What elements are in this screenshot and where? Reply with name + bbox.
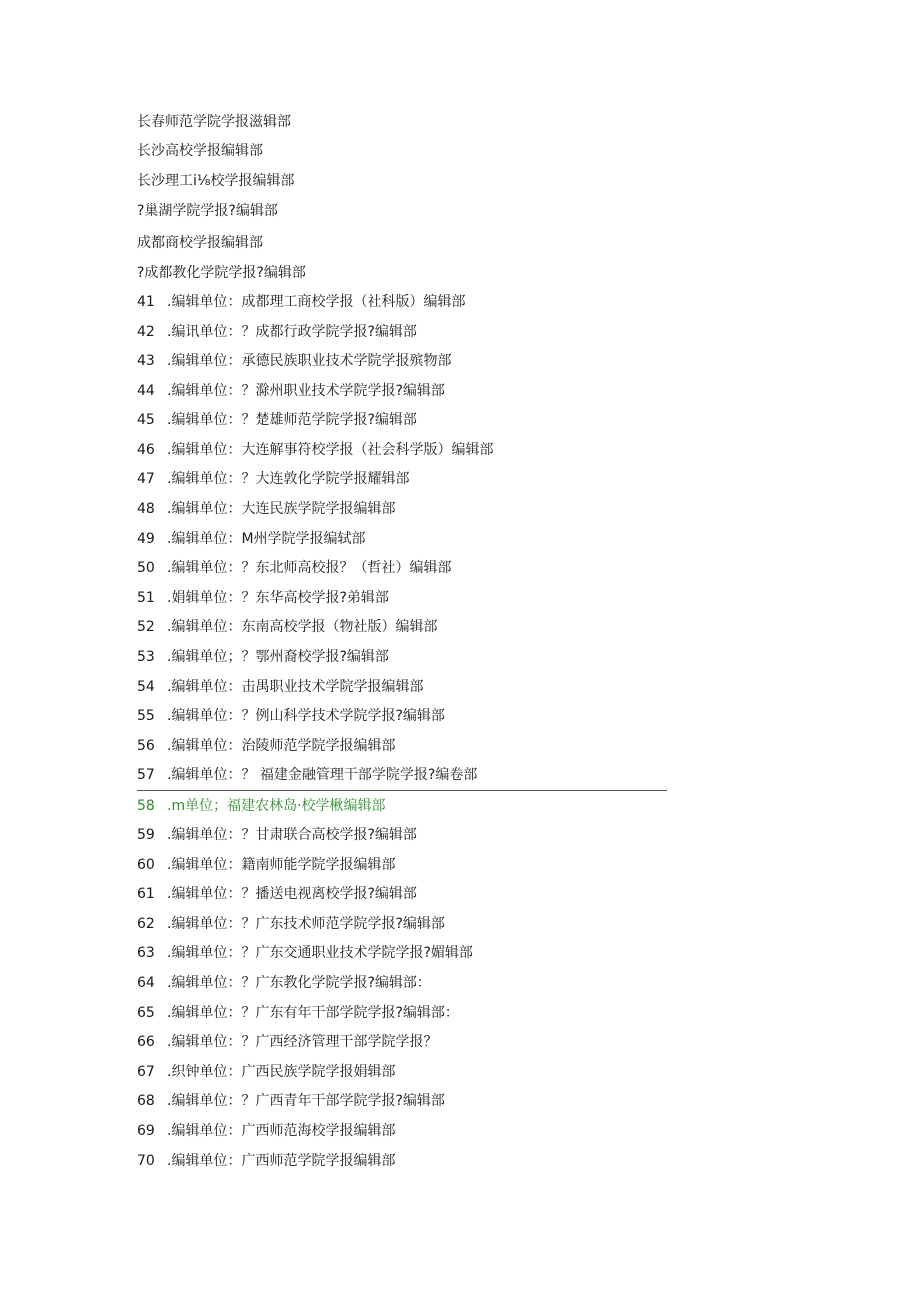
plain-line: 长春师范学院学报滋辑部 — [137, 114, 291, 130]
item-number: 59 — [137, 827, 155, 843]
item-text: .编辑单位：？广西青年干部学院学报?编辑部 — [167, 1093, 445, 1109]
item-text: .编辑单位：大连解事符校学报（社会科学版）编辑部 — [167, 442, 494, 458]
list-item — [137, 322, 417, 342]
list-item — [137, 1062, 395, 1082]
item-text: .编辑单位：承德民族职业技术学院学报殡物部 — [167, 353, 452, 369]
list-item — [137, 943, 473, 963]
plain-line: ?成都教化学院学报?编辑部 — [137, 265, 306, 281]
item-number: 55 — [137, 708, 155, 724]
item-text: .编辑单位：击禺职业技术学院学报编辑部 — [167, 679, 424, 695]
plain-line: 长沙高校学报编辑部 — [137, 143, 263, 159]
item-number: 52 — [137, 619, 155, 635]
list-item — [137, 884, 417, 904]
item-number: 64 — [137, 975, 155, 991]
item-number: 42 — [137, 324, 155, 340]
item-text: .编辑单位：？ 福建金融管理干部学院学报?编卷部 — [167, 767, 478, 783]
item-number: 50 — [137, 560, 155, 576]
list-item — [137, 736, 395, 756]
item-number: 48 — [137, 501, 155, 517]
item-number: 46 — [137, 442, 155, 458]
item-text: .编辑单位：？大连敦化学院学报耀辑部 — [167, 471, 410, 487]
item-number: 54 — [137, 679, 155, 695]
list-item — [137, 469, 409, 489]
item-text: .编辑单位：广西师范学院学报编辑部 — [167, 1153, 396, 1169]
item-text: .编辑单位；？鄂州裔校学报?编辑部 — [167, 649, 389, 665]
item-text: .编讯单位：？成都行政学院学报?编辑部 — [167, 324, 417, 340]
list-item — [137, 1151, 395, 1171]
list-item-highlighted — [137, 796, 386, 816]
plain-line: 长沙理工i⅛校学报编辑部 — [137, 173, 295, 189]
item-number: 45 — [137, 412, 155, 428]
item-number: 47 — [137, 471, 155, 487]
list-item — [137, 647, 389, 667]
item-text: .编辑单位：？楚雄师范学院学报?编辑部 — [167, 412, 417, 428]
list-item — [137, 558, 451, 578]
item-text: .m单位；福建农林岛·校学楸编辑部 — [167, 798, 386, 814]
item-number: 70 — [137, 1153, 155, 1169]
item-text: .编辑单位：东南高校学报（物社版）编辑部 — [167, 619, 438, 635]
list-item — [137, 706, 445, 726]
list-item — [137, 765, 477, 785]
item-text: .编辑单位：M州学院学报编轼部 — [167, 531, 366, 547]
item-number: 60 — [137, 857, 155, 873]
item-text: .编辑单位：？广东有年干部学院学报?编辑部： — [167, 1005, 459, 1021]
item-number: 51 — [137, 590, 155, 606]
item-text: .编辑单位：籍南师能学院学报编辑部 — [167, 857, 396, 873]
list-item — [137, 825, 417, 845]
list-item — [137, 677, 423, 697]
item-text: .编辑单位：？东北师高校报？（哲社）编辑部 — [167, 560, 452, 576]
list-item — [137, 588, 389, 608]
item-text: .编辑单位：？广东技术师范学院学报?编辑部 — [167, 916, 445, 932]
item-text: .娟辑单位：？东华高校学报?弟辑部 — [167, 590, 389, 606]
item-text: .编辑单位：广西师范海校学报编辑部 — [167, 1123, 396, 1139]
list-item — [137, 1003, 459, 1023]
plain-line: ?巢湖学院学报?编辑部 — [137, 203, 278, 219]
item-number: 41 — [137, 294, 155, 310]
item-number: 66 — [137, 1034, 155, 1050]
item-number: 56 — [137, 738, 155, 754]
list-item — [137, 440, 493, 460]
list-item — [137, 617, 437, 637]
item-text: .编辑单位：？甘肃联合高校学报?编辑部 — [167, 827, 417, 843]
list-item — [137, 855, 395, 875]
list-item — [137, 1121, 395, 1141]
item-number: 67 — [137, 1064, 155, 1080]
item-number: 44 — [137, 383, 155, 399]
item-number: 53 — [137, 649, 155, 665]
item-number: 65 — [137, 1005, 155, 1021]
item-text: .编辑单位：？播送电视离校学报?编辑部 — [167, 886, 417, 902]
list-item — [137, 1091, 445, 1111]
item-text: .编辑单位：？例山科学技术学院学报?编辑部 — [167, 708, 445, 724]
item-number: 58 — [137, 798, 155, 814]
item-text: .编辑单位：？广东教化学院学报?编辑部： — [167, 975, 431, 991]
item-number: 62 — [137, 916, 155, 932]
list-item — [137, 499, 395, 519]
item-text: .编辑单位：成都理工商校学报（社科版）编辑部 — [167, 294, 466, 310]
item-number: 49 — [137, 531, 155, 547]
item-number: 43 — [137, 353, 155, 369]
list-item — [137, 973, 431, 993]
list-item — [137, 292, 465, 312]
list-item — [137, 1032, 437, 1052]
item-text: .编辑单位：？滁州职业技术学院学报?编辑部 — [167, 383, 445, 399]
item-number: 68 — [137, 1093, 155, 1109]
list-item — [137, 914, 445, 934]
divider-rule — [137, 790, 667, 791]
item-text: .编辑单位：治陵师范学院学报编辑部 — [167, 738, 396, 754]
list-item — [137, 351, 451, 371]
item-text: .织钟单位：广西民族学院学报娟辑部 — [167, 1064, 396, 1080]
item-text: .编辑单位：？广西经济管理干部学院学报？ — [167, 1034, 438, 1050]
item-number: 57 — [137, 767, 155, 783]
item-number: 69 — [137, 1123, 155, 1139]
item-text: .编辑单位：大连民族学院学报编辑部 — [167, 501, 396, 517]
list-item — [137, 529, 366, 549]
list-item — [137, 410, 417, 430]
item-text: .编辑单位：？广东交通职业技术学院学报?媚辑部 — [167, 945, 473, 961]
plain-line: 成都商校学报编辑部 — [137, 235, 263, 251]
list-item — [137, 381, 445, 401]
item-number: 61 — [137, 886, 155, 902]
item-number: 63 — [137, 945, 155, 961]
